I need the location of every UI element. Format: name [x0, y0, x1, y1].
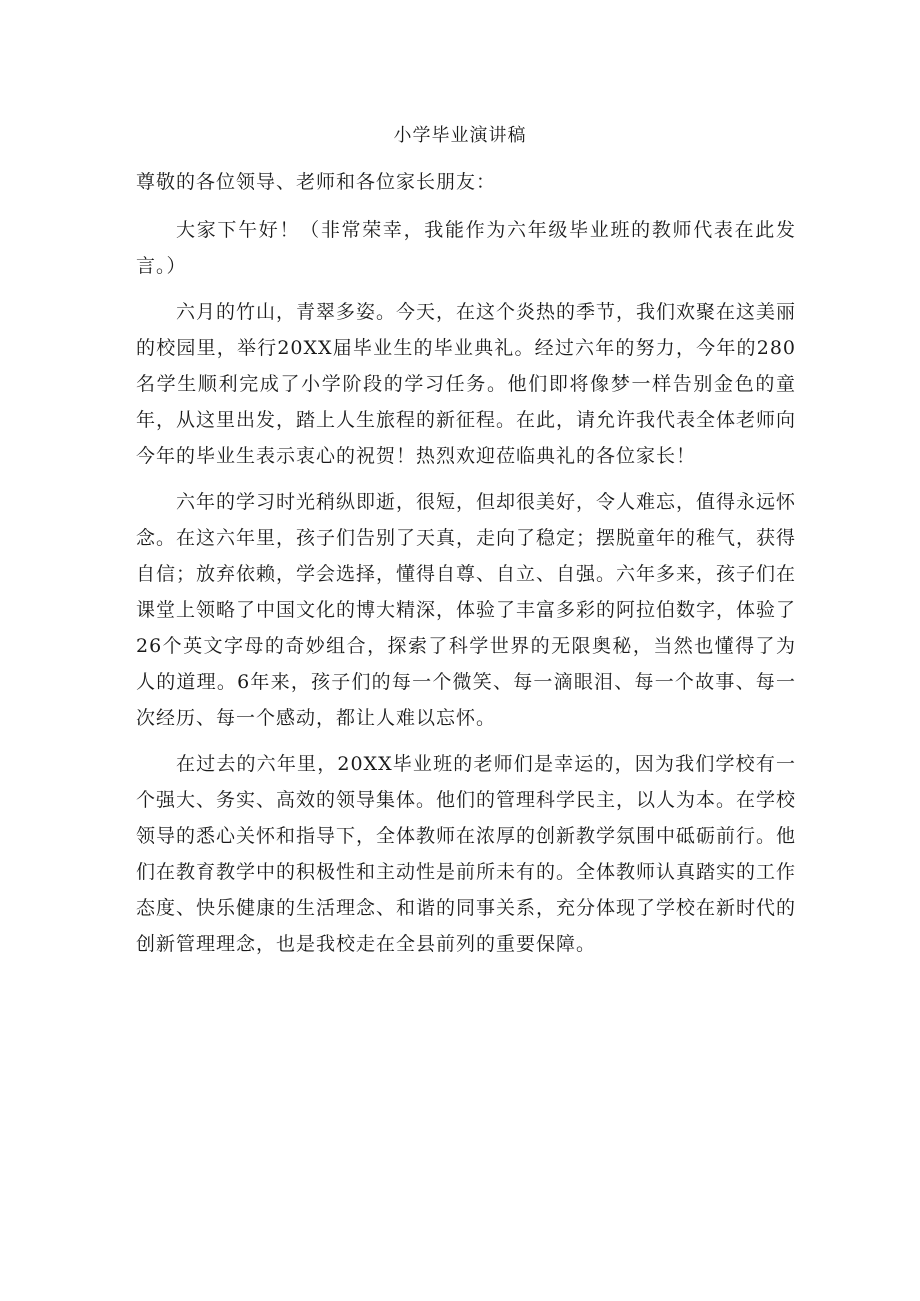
paragraph-six-years: 六年的学习时光稍纵即逝，很短，但却很美好，令人难忘，值得永远怀念。在这六年里，孩子们告别了天真，走向了稳定；摆脱童年的稚气，获得自信；放弃依赖，学会选择，懂得自尊、自立、自强。六年多来，孩子们在课堂上领略了中国文化的博大精深，体验了丰富多彩的阿拉伯数字，体验了26个英文字母的奇妙组合，探索了科学世界的无限奥秘，当然也懂得了为人的道理。6年来，孩子们的每一个微笑、每一滴眼泪、每一个故事、每一次经历、每一个感动，都让人难以忘怀。 [136, 491, 797, 729]
document-title: 小学毕业演讲稿 [393, 125, 527, 146]
paragraph-ceremony: 六月的竹山，青翠多姿。今天，在这个炎热的季节，我们欢聚在这美丽的校园里，举行20XX届毕业生的毕业典礼。经过六年的努力，今年的280名学生顺利完成了小学阶段的学习任务。他们即将像梦一样告别金色的童年，从这里出发，踏上人生旅程的新征程。在此，请允许我代表全体老师向今年的毕业生表示衷心的祝贺！热烈欢迎莅临典礼的各位家长！ [136, 301, 797, 467]
document-body [136, 212, 796, 972]
paragraph-teachers: 在过去的六年里，20XX毕业班的老师们是幸运的，因为我们学校有一个强大、务实、高效的领导集体。他们的管理科学民主，以人为本。在学校领导的悉心关怀和指导下，全体教师在浓厚的创新教学氛围中砥砺前行。他们在教育教学中的积极性和主动性是前所未有的。全体教师认真踏实的工作态度、快乐健康的生活理念、和谐的同事关系，充分体现了学校在新时代的创新管理理念，也是我校走在全县前列的重要保障。 [136, 753, 797, 955]
paragraph-greeting: 大家下午好！（非常荣幸，我能作为六年级毕业班的教师代表在此发言。） [136, 219, 796, 277]
salutation: 尊敬的各位领导、老师和各位家长朋友： [136, 171, 497, 193]
